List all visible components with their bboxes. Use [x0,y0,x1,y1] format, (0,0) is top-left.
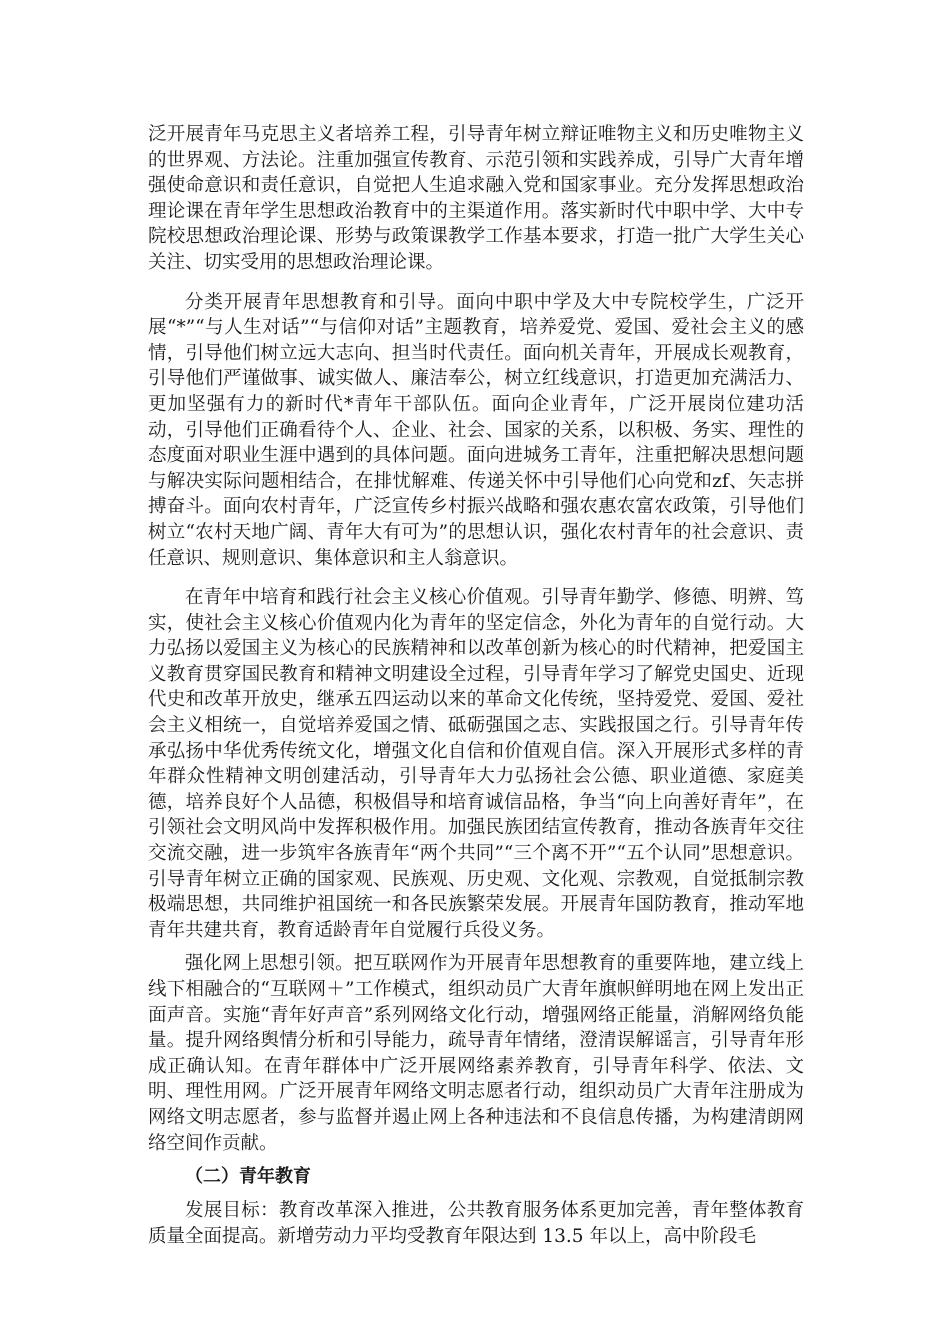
section-heading: （二）青年教育 [185,1166,311,1188]
paragraph-5: 发展目标：教育改革深入推进，公共教育服务体系更加完善，青年整体教育质量全面提高。新增劳动力平均受教育年限达到 13.5 年以上，高中阶段毛 [148,1200,804,1247]
document-page [148,122,804,1249]
paragraph-4: 强化网上思想引领。把互联网作为开展青年思想教育的重要阵地，建立线上线下相融合的“互联网＋”工作模式，组织动员广大青年旗帜鲜明地在网上发出正面声音。实施“青年好声音”系列网络文化行动，增强网络正能量，消解网络负能量。提升网络舆情分析和引导能力，疏导青年情绪，澄清误解谣言，引导青年形成正确认知。在青年群体中广泛开展网络素养教育，引导青年科学、依法、文明、理性用网。广泛开展青年网络文明志愿者行动，组织动员广大青年注册成为网络文明志愿者，参与监督并遏止网上各种违法和不良信息传播，为构建清朗网络空间作贡献。 [148,953,804,1154]
paragraph-2: 分类开展青年思想教育和引导。面向中职中学及大中专院校学生，广泛开展“*”“与人生对话”“与信仰对话”主题教育，培养爱党、爱国、爱社会主义的感情，引导他们树立远大志向、担当时代责任。面向机关青年，开展成长观教育，引导他们严谨做事、诚实做人、廉洁奉公，树立红线意识，打造更加充满活力、更加坚强有力的新时代*青年干部队伍。面向企业青年，广泛开展岗位建功活动，引导他们正确看待个人、企业、社会、国家的关系，以积极、务实、理性的态度面对职业生涯中遇到的具体问题。面向进城务工青年，注重把解决思想问题与解决实际问题相结合，在排忧解难、传递关怀中引导他们心向党和zf、矢志拼搏奋斗。面向农村青年，广泛宣传乡村振兴战略和强农惠农富农政策，引导他们树立“农村天地广阔、青年大有可为”的思想认识，强化农村青年的社会意识、责任意识、规则意识、集体意识和主人翁意识。 [148,291,804,569]
paragraph-1: 泛开展青年马克思主义者培养工程，引导青年树立辩证唯物主义和历史唯物主义的世界观、方法论。注重加强宣传教育、示范引领和实践养成，引导广大青年增强使命意识和责任意识，自觉把人生追求融入党和国家事业。充分发挥思想政治理论课在青年学生思想政治教育中的主渠道作用。落实新时代中职中学、大中专院校思想政治理论课、形势与政策课教学工作基本要求，打造一批广大学生关心关注、切实受用的思想政治理论课。 [148,124,804,273]
paragraph-3: 在青年中培育和践行社会主义核心价值观。引导青年勤学、修德、明辨、笃实，使社会主义核心价值观内化为青年的坚定信念，外化为青年的自觉行动。大力弘扬以爱国主义为核心的民族精神和以改革创新为核心的时代精神，把爱国主义教育贯穿国民教育和精神文明建设全过程，引导青年学习了解党史国史、近现代史和改革开放史，继承五四运动以来的革命文化传统，坚持爱党、爱国、爱社会主义相统一，自觉培养爱国之情、砥砺强国之志、实践报国之行。引导青年传承弘扬中华优秀传统文化，增强文化自信和价值观自信。深入开展形式多样的青年群众性精神文明创建活动，引导青年大力弘扬社会公德、职业道德、家庭美德，培养良好个人品德，积极倡导和培育诚信品格，争当“向上向善好青年”，在引领社会文明风尚中发挥积极作用。加强民族团结宣传教育，推动各族青年交往交流交融，进一步筑牢各族青年“两个共同”“三个离不开”“五个认同”思想意识。引导青年树立正确的国家观、民族观、历史观、文化观、宗教观，自觉抵制宗教极端思想，共同维护祖国统一和各民族繁荣发展。开展青年国防教育，推动军地青年共建共育，教育适龄青年自觉履行兵役义务。 [148,587,804,941]
